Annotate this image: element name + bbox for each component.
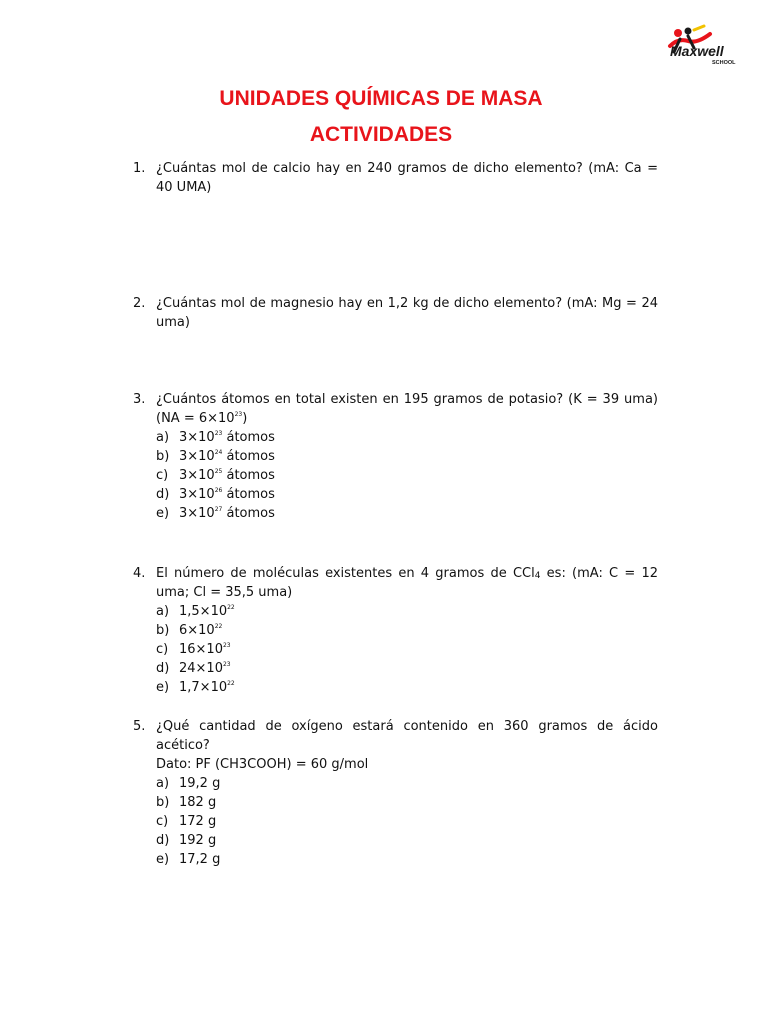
options-list [156,602,658,697]
options-list [156,774,658,869]
option-b: b) $3\times 10^{24}$ átomos [156,449,275,464]
option-e: e) $3\times 10^{27}$ átomos [156,506,275,521]
option-e: e) 17,2 g [156,852,221,867]
option-a: a) $1,5\times 10^{22}$ [156,604,235,619]
option-a: a) $3\times 10^{23}$ átomos [156,430,275,445]
maxwell-school-logo [664,10,744,78]
question-text: El número de moléculas existentes en 4 gramos de CCl$_4$ es: (mA: C = 12 uma; Cl = 35,5 uma) [156,566,658,600]
question-text: ¿Cuántas mol de calcio hay en 240 gramos de dicho elemento? (mA: Ca = 40 UMA) [156,161,658,195]
option-d: d) $24\times 10^{23}$ [156,661,231,676]
question-3 [133,390,658,523]
option-b: b) $6\times 10^{22}$ [156,623,223,638]
option-b: b) 182 g [156,795,217,810]
option-c: c) $16\times 10^{23}$ [156,642,231,657]
page-subtitle: ACTIVIDADES [309,123,453,146]
question-5 [133,717,658,869]
question-number: 3. [133,392,146,407]
question-number: 2. [133,296,146,311]
question-4 [133,564,658,697]
question-text: ¿Qué cantidad de oxígeno estará contenido en 360 gramos de ácido acético? Dato: PF (CH3COOH) = 60 g/mol [156,719,658,772]
page-title: UNIDADES QUÍMICAS DE MASA [219,87,543,110]
option-d: d) 192 g [156,833,217,848]
options-list [156,428,658,523]
option-e: e) $1,7\times 10^{22}$ [156,680,235,695]
logo-school-text: SCHOOL [712,60,736,66]
question-data-note: Dato: PF (CH3COOH) = 60 g/mol [156,757,369,772]
option-c: c) 172 g [156,814,217,829]
question-text: ¿Cuántas mol de magnesio hay en 1,2 kg de dicho elemento? (mA: Mg = 24 uma) [156,296,658,330]
option-a: a) 19,2 g [156,776,221,791]
question-2 [133,294,658,332]
logo-brand-text: Maxwell [670,43,724,59]
question-1 [133,159,658,197]
option-c: c) $3\times 10^{25}$ átomos [156,468,275,483]
question-text: ¿Cuántos átomos en total existen en 195 gramos de potasio? (K = 39 uma) $(NA = 6\times 10^{23})$ [156,392,658,426]
question-number: 1. [133,161,146,176]
question-number: 5. [133,719,146,734]
question-number: 4. [133,566,146,581]
option-d: d) $3\times 10^{26}$ átomos [156,487,275,502]
